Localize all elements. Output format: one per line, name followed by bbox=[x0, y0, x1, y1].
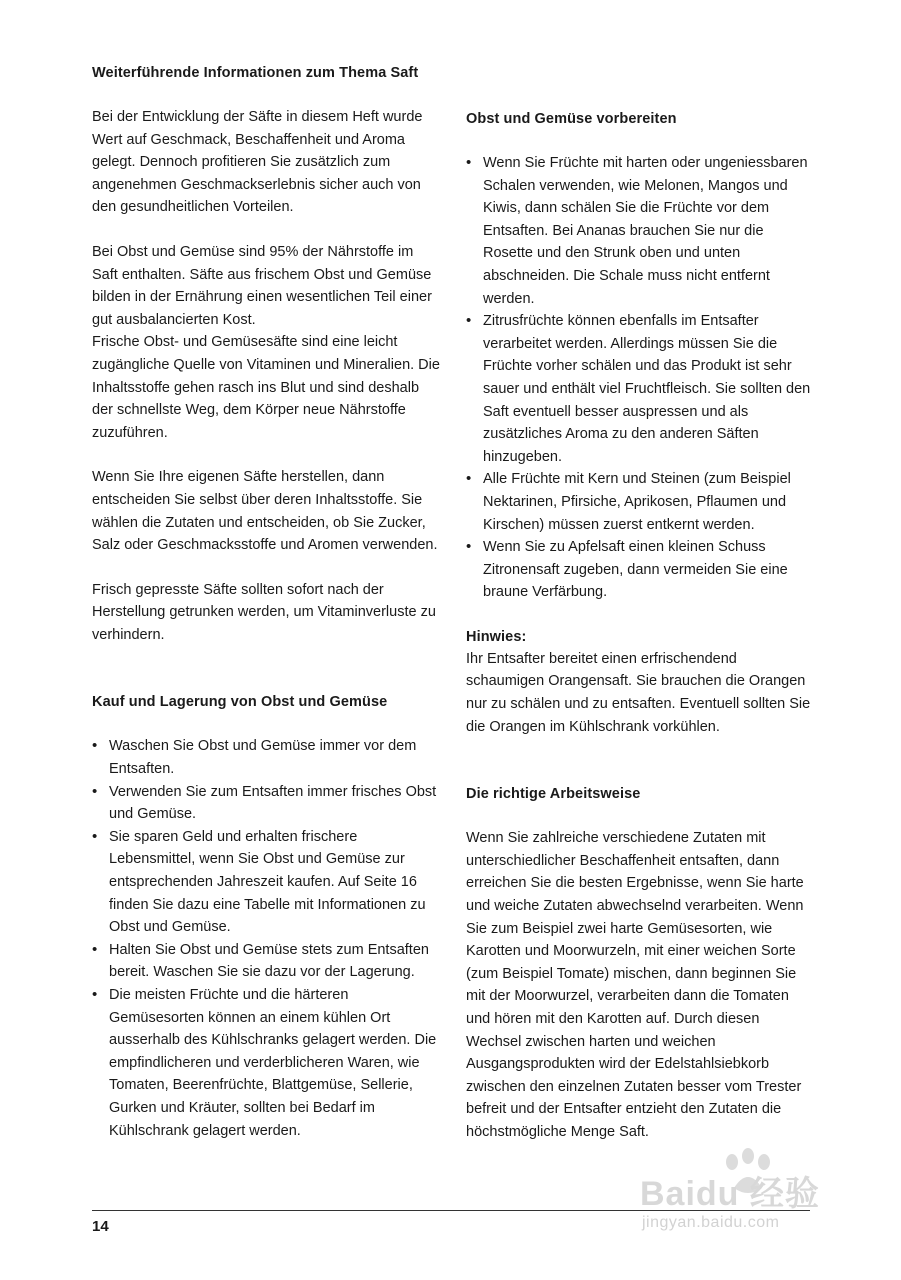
section-heading-purchase-storage: Kauf und Lagerung von Obst und Gemüse bbox=[92, 694, 388, 711]
list-item: • Waschen Sie Obst und Gemüse immer vor dem Entsaften. bbox=[92, 735, 442, 780]
paragraph: Ihr Entsafter bereitet einen erfrischendend schaumigen Orangensaft. Sie brauchen die Orangen nur zu schälen und zu entsaften. Eventuell sollten Sie die Orangen im Kühlschrank vorkühlen. bbox=[466, 650, 811, 735]
list-item: • Alle Früchte mit Kern und Steinen (zum Beispiel Nektarinen, Pfirsiche, Aprikosen, Pflaumen und Kirschen) müssen zuerst entkernt werden. bbox=[466, 468, 816, 536]
paragraph: Frisch gepresste Säfte sollten sofort nach der Herstellung getrunken werden, um Vitaminverluste zu verhindern. bbox=[92, 581, 436, 643]
paragraph: Bei der Entwicklung der Säfte in diesem Heft wurde Wert auf Geschmack, Beschaffenheit und Aroma gelegt. Dennoch profitieren Sie zusätzlich zum angenehmen Geschmackserlebnis sicher auch von den gesundheitlichen Vorteilen. bbox=[92, 109, 423, 216]
list-item: • Wenn Sie zu Apfelsaft einen kleinen Schuss Zitronensaft zugeben, dann vermeiden Sie eine braune Verfärbung. bbox=[466, 536, 816, 604]
list-item: • Sie sparen Geld und erhalten frischere Lebensmittel, wenn Sie Obst und Gemüse zur entsprechenden Jahreszeit kaufen. Auf Seite 16 finden Sie dazu eine Tabelle mit Informationen zu Obst und Gemüse. bbox=[92, 826, 442, 939]
right-column bbox=[466, 108, 816, 1144]
section-heading-preparation: Obst und Gemüse vorbereiten bbox=[466, 111, 677, 127]
section-heading-working-method: Die richtige Arbeitsweise bbox=[466, 786, 641, 803]
section-heading-juice-info: Weiterführende Informationen zum Thema Saft bbox=[92, 65, 419, 81]
watermark-url: jingyan.baidu.com bbox=[642, 1214, 780, 1231]
paragraph: Wenn Sie Ihre eigenen Säfte herstellen, dann entscheiden Sie selbst über deren Inhaltsstoffe. Sie wählen die Zutaten und entscheiden, ob Sie Zucker, Salz oder Geschmacksstoffe und Aromen verwenden. bbox=[92, 469, 438, 554]
paragraph: Bei Obst und Gemüse sind 95% der Nährstoffe im Saft enthalten. Säfte aus frischem Obst und Gemüse bilden in der Ernährung einen wesentlichen Teil einer gut ausbalancierten Kost. bbox=[92, 243, 432, 328]
note-heading: Hinwies: bbox=[466, 628, 527, 645]
paragraph: Wenn Sie zahlreiche verschiedene Zutaten mit unterschiedlicher Beschaffenheit entsaften, dann erreichen Sie die besten Ergebnisse, wenn Sie harte und weiche Zutaten abwechselnd verarbeiten. Wenn Sie zum Beispiel zwei harte Gemüsesorten, wie Karotten und Moorwurzeln, mit einer weichen Sorte (zum Beispiel Tomate) mischen, dann beginnen Sie mit der Moorwurzel, verarbeiten dann die Tomaten und hören mit den Karotten auf. Durch diesen Wechsel zwischen harten und weichen Ausgangsprodukten wird der Edelstahlsiebkorb zwischen den einzelnen Zutaten besser vom Trester befreit und der Entsafter entzieht den Zutaten die höchstmögliche Menge Saft. bbox=[466, 830, 804, 1140]
page-number: 14 bbox=[92, 1218, 109, 1235]
list-item: • Zitrusfrüchte können ebenfalls im Entsafter verarbeitet werden. Allerdings müssen Sie die Früchte vorher schälen und das Produkt ist sehr sauer und enthält viel Fruchtfleisch. Sie sollten den Saft eventuell besser auspressen und als zusätzliches Aroma zu den anderen Säften hinzugeben. bbox=[466, 310, 816, 468]
watermark-logo bbox=[640, 1148, 860, 1248]
list-item: • Die meisten Früchte und die härteren Gemüsesorten können an einem kühlen Ort ausserhalb des Kühlschranks gelagert werden. Die empfindlicheren und verderblicheren Waren, wie Tomaten, Beerenfrüchte, Blattgemüse, Sellerie, Gurken und Kräuter, sollten bei Bedarf im Kühlschrank gelagert werden. bbox=[92, 984, 442, 1142]
bullet-list-preparation bbox=[466, 152, 816, 604]
list-item: • Wenn Sie Früchte mit harten oder ungeniessbaren Schalen verwenden, wie Melonen, Mangos und Kiwis, dann schälen Sie die Früchte vor dem Entsaften. Bei Ananas brauchen Sie nur die Rosette und den Strunk oben und unten abschneiden. Die Schale muss nicht entfernt werden. bbox=[466, 152, 816, 310]
list-item: • Halten Sie Obst und Gemüse stets zum Entsaften bereit. Waschen Sie sie dazu vor der Lagerung. bbox=[92, 939, 442, 984]
left-column bbox=[92, 62, 442, 1142]
watermark-brand: Baidu 经验 bbox=[640, 1175, 820, 1213]
paragraph: Frische Obst- und Gemüsesäfte sind eine leicht zugängliche Quelle von Vitaminen und Mineralien. Die Inhaltsstoffe gehen rasch ins Blut und sind deshalb der schnellste Weg, dem Körper neue Nährstoffe zuzuführen. bbox=[92, 334, 440, 441]
list-item: • Verwenden Sie zum Entsaften immer frisches Obst und Gemüse. bbox=[92, 781, 442, 826]
bullet-list-storage bbox=[92, 735, 442, 1142]
